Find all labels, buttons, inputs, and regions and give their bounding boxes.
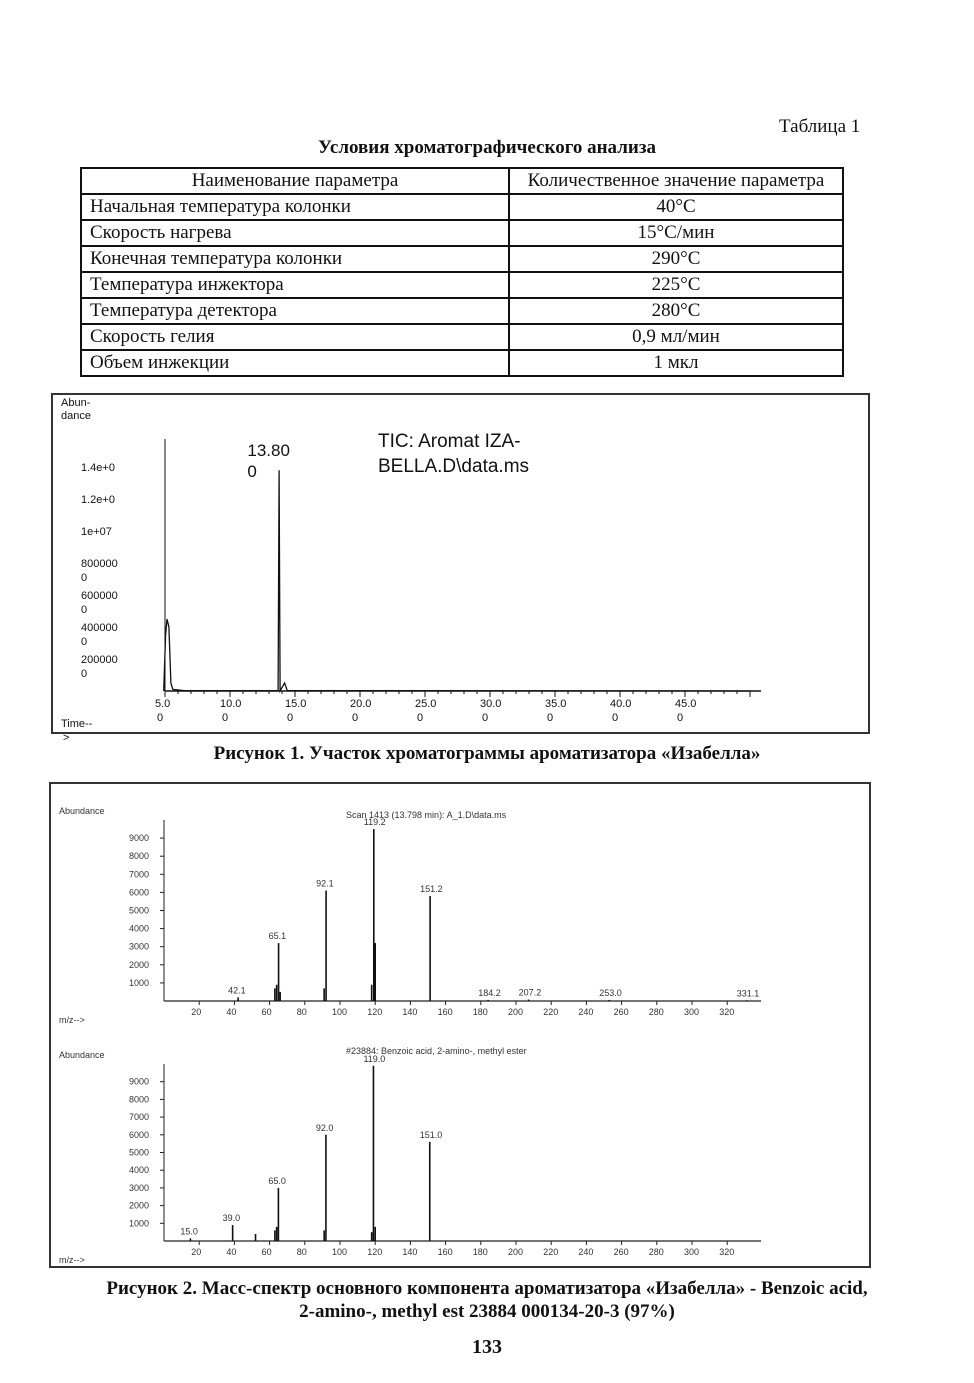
scan-spectrum-y-tick-label: 5000 <box>129 905 150 916</box>
scan-spectrum-y-axis-label: Abundance <box>59 806 105 816</box>
parameter-name: Температура детектора <box>81 298 509 324</box>
y-tick-label: 1.4e+0 <box>81 462 115 474</box>
scan-spectrum-y-tick-label: 6000 <box>129 887 150 898</box>
parameter-name: Объем инжекции <box>81 350 509 376</box>
table-row <box>81 324 843 350</box>
scan-spectrum-peak-label: 92.1 <box>316 878 334 889</box>
parameter-value: 1 мкл <box>509 350 843 376</box>
parameter-value: 0,9 мл/мин <box>509 324 843 350</box>
library-spectrum-x-tick-label: 160 <box>437 1247 453 1257</box>
scan-spectrum-x-tick-label: 80 <box>296 1007 307 1017</box>
library-spectrum-y-tick-label: 6000 <box>129 1129 150 1140</box>
scan-spectrum-x-tick-label: 200 <box>508 1007 524 1017</box>
scan-spectrum-x-tick-label: 100 <box>332 1007 348 1017</box>
scan-spectrum-x-tick-label: 280 <box>648 1007 664 1017</box>
x-tick-label: 45.0 <box>675 698 697 710</box>
x-tick-label: 0 <box>547 712 554 724</box>
x-tick-label: 0 <box>222 712 229 724</box>
library-spectrum-y-tick-label: 8000 <box>129 1094 150 1105</box>
x-tick-label: 15.0 <box>285 698 307 710</box>
tic-series-line <box>164 470 750 691</box>
parameter-value: 40°C <box>509 194 843 220</box>
library-spectrum-y-tick-label: 5000 <box>129 1147 150 1158</box>
header-parameter-name: Наименование параметра <box>81 168 509 194</box>
y-tick-label: 400000 <box>81 622 118 634</box>
parameter-value: 15°C/мин <box>509 220 843 246</box>
table-number: Таблица 1 <box>779 116 861 137</box>
x-tick-label: 0 <box>352 712 359 724</box>
library-spectrum-x-tick-label: 200 <box>508 1247 524 1257</box>
scan-spectrum-peak-label: 184.2 <box>478 987 501 998</box>
table-row <box>81 298 843 324</box>
scan-spectrum-title: Scan 1413 (13.798 min): A_1.D\data.ms <box>346 810 507 820</box>
library-spectrum-x-tick-label: 280 <box>648 1247 664 1257</box>
chromatogram-chart <box>53 395 868 744</box>
library-spectrum-peak-label: 65.0 <box>268 1175 286 1186</box>
y-tick-label: 800000 <box>81 558 118 570</box>
scan-spectrum-peak-label: 42.1 <box>228 985 246 996</box>
y-axis-label-line1: Abun- <box>61 397 91 409</box>
y-tick-label: 0 <box>81 604 88 616</box>
table-row <box>81 246 843 272</box>
table-row <box>81 272 843 298</box>
library-spectrum-x-axis-label: m/z--> <box>59 1255 85 1265</box>
scan-spectrum-peak-label: 65.1 <box>268 931 287 942</box>
y-tick-label: 1.2e+0 <box>81 494 115 506</box>
x-tick-label: 0 <box>612 712 619 724</box>
library-spectrum-x-tick-label: 80 <box>296 1247 307 1257</box>
chromatogram-figure <box>51 393 870 744</box>
scan-spectrum-peak-label: 331.1 <box>736 988 760 999</box>
scan-spectrum-peak-label: 207.2 <box>518 987 542 998</box>
parameters-table <box>80 167 844 377</box>
library-spectrum-x-tick-label: 40 <box>226 1247 237 1257</box>
library-spectrum-x-tick-label: 60 <box>261 1247 272 1257</box>
chart-title-line2: BELLA.D\data.ms <box>378 456 530 477</box>
x-tick-label: 0 <box>287 712 294 724</box>
table-row <box>81 194 843 220</box>
library-spectrum-peak-label: 151.0 <box>419 1129 443 1140</box>
library-spectrum-y-tick-label: 2000 <box>129 1200 150 1211</box>
parameter-name: Скорость гелия <box>81 324 509 350</box>
peak-label-line1: 13.80 <box>247 441 290 460</box>
x-axis-label-line1: Time-- <box>61 718 93 730</box>
scan-spectrum-y-tick-label: 7000 <box>129 869 150 880</box>
y-tick-label: 0 <box>81 636 88 648</box>
peak-label-line2: 0 <box>247 462 257 481</box>
scan-spectrum-y-tick-label: 9000 <box>129 833 150 844</box>
scan-spectrum-x-tick-label: 120 <box>367 1007 383 1017</box>
scan-spectrum-x-tick-label: 180 <box>472 1007 488 1017</box>
mass-spectrum-figure <box>49 782 871 1268</box>
scan-spectrum-x-axis-label: m/z--> <box>59 1015 85 1025</box>
library-spectrum-peak-label: 39.0 <box>222 1213 241 1224</box>
parameter-name: Начальная температура колонки <box>81 194 509 220</box>
library-spectrum-x-tick-label: 140 <box>402 1247 418 1257</box>
scan-spectrum-y-tick-label: 8000 <box>129 851 150 862</box>
library-spectrum-peak-label: 119.0 <box>363 1053 386 1064</box>
x-tick-label: 30.0 <box>480 698 502 710</box>
figure1-caption: Рисунок 1. Участок хроматограммы ароматизатора «Изабелла» <box>213 743 761 764</box>
library-spectrum-x-tick-label: 300 <box>684 1247 700 1257</box>
scan-spectrum-x-tick-label: 40 <box>226 1007 237 1017</box>
scan-spectrum-x-tick-label: 140 <box>402 1007 418 1017</box>
parameter-value: 290°C <box>509 246 843 272</box>
table-row <box>81 350 843 376</box>
x-tick-label: 0 <box>157 712 164 724</box>
library-spectrum-y-tick-label: 7000 <box>129 1112 150 1123</box>
parameter-name: Конечная температура колонки <box>81 246 509 272</box>
scan-spectrum-y-tick-label: 2000 <box>129 959 150 970</box>
scan-spectrum-peak-label: 253.0 <box>599 987 622 998</box>
library-spectrum-y-tick-label: 1000 <box>129 1218 150 1229</box>
x-tick-label: 35.0 <box>545 698 567 710</box>
library-spectrum-y-tick-label: 4000 <box>129 1165 150 1176</box>
mass-spectrum-chart <box>51 784 869 1266</box>
library-spectrum-x-tick-label: 20 <box>191 1247 202 1257</box>
x-tick-label: 10.0 <box>220 698 242 710</box>
table-title: Условия хроматографического анализа <box>318 137 656 158</box>
x-tick-label: 5.0 <box>155 698 171 710</box>
library-spectrum-y-tick-label: 3000 <box>129 1182 150 1193</box>
scan-spectrum-x-tick-label: 240 <box>578 1007 594 1017</box>
library-spectrum-x-tick-label: 240 <box>578 1247 594 1257</box>
library-spectrum-x-tick-label: 260 <box>613 1247 629 1257</box>
y-tick-label: 200000 <box>81 654 118 666</box>
table-header-row <box>81 168 843 194</box>
page-number: 133 <box>472 1336 502 1358</box>
scan-spectrum-x-tick-label: 160 <box>437 1007 453 1017</box>
parameter-name: Скорость нагрева <box>81 220 509 246</box>
library-spectrum-title: #23884: Benzoic acid, 2-amino-, methyl ester <box>346 1046 527 1056</box>
library-spectrum-peak-label: 15.0 <box>180 1226 198 1237</box>
scan-spectrum-x-tick-label: 20 <box>191 1007 202 1017</box>
x-tick-label: 40.0 <box>610 698 632 710</box>
scan-spectrum-peak-label: 119.2 <box>363 817 386 828</box>
x-axis-label-line2: > <box>63 732 70 744</box>
library-spectrum-x-tick-label: 180 <box>472 1247 488 1257</box>
scan-spectrum-x-tick-label: 300 <box>684 1007 700 1017</box>
x-tick-label: 25.0 <box>415 698 437 710</box>
scan-spectrum-x-tick-label: 260 <box>613 1007 629 1017</box>
library-spectrum-y-axis-label: Abundance <box>59 1050 105 1060</box>
y-tick-label: 1e+07 <box>81 526 112 538</box>
y-tick-label: 0 <box>81 668 88 680</box>
x-tick-label: 20.0 <box>350 698 372 710</box>
library-spectrum-y-tick-label: 9000 <box>129 1076 150 1087</box>
parameter-name: Температура инжектора <box>81 272 509 298</box>
x-tick-label: 0 <box>677 712 684 724</box>
scan-spectrum-y-tick-label: 4000 <box>129 923 150 934</box>
figure2-caption-line1: Рисунок 2. Масс-спектр основного компонента ароматизатора «Изабелла» - Benzoic acid, <box>106 1278 868 1299</box>
scan-spectrum-x-tick-label: 60 <box>261 1007 272 1017</box>
library-spectrum-peak-label: 92.0 <box>315 1122 334 1133</box>
figure2-caption-line2: 2-amino-, methyl est 23884 000134-20-3 (97%) <box>299 1301 675 1322</box>
library-spectrum-x-tick-label: 220 <box>543 1247 559 1257</box>
scan-spectrum-x-tick-label: 220 <box>543 1007 559 1017</box>
library-spectrum-x-tick-label: 120 <box>367 1247 383 1257</box>
y-tick-label: 0 <box>81 572 88 584</box>
y-tick-label: 600000 <box>81 590 118 602</box>
table-row <box>81 220 843 246</box>
y-axis-label-line2: dance <box>61 410 91 422</box>
x-tick-label: 0 <box>417 712 424 724</box>
scan-spectrum-y-tick-label: 1000 <box>129 977 150 988</box>
parameter-value: 225°C <box>509 272 843 298</box>
scan-spectrum-x-tick-label: 320 <box>719 1007 735 1017</box>
scan-spectrum-peak-label: 151.2 <box>420 884 443 895</box>
parameter-value: 280°C <box>509 298 843 324</box>
header-parameter-value: Количественное значение параметра <box>509 168 843 194</box>
x-tick-label: 0 <box>482 712 489 724</box>
library-spectrum-x-tick-label: 320 <box>719 1247 735 1257</box>
chart-title-line1: TIC: Aromat IZA- <box>378 431 521 452</box>
library-spectrum-x-tick-label: 100 <box>332 1247 348 1257</box>
scan-spectrum-y-tick-label: 3000 <box>129 941 150 952</box>
